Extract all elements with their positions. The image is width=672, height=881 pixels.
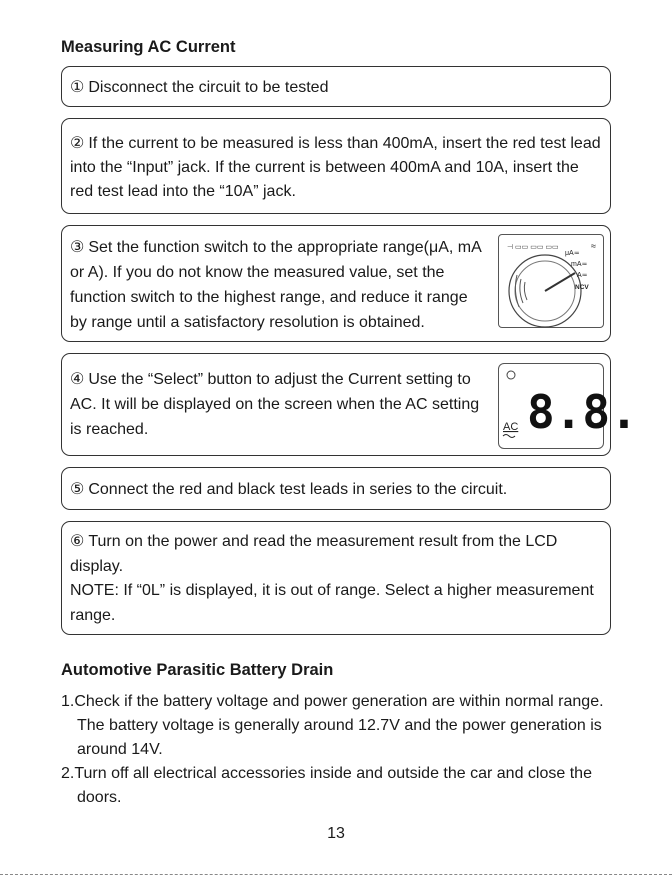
step-number: ⑤ xyxy=(70,481,85,498)
step-text-5 xyxy=(70,478,602,502)
step-number: ⑥ xyxy=(70,533,85,550)
step-number: ① xyxy=(70,79,85,96)
dial-label: NCV xyxy=(575,284,589,291)
step-body: Set the function switch to the appropriate range(μA, mA or A). If you do not know the measured value, set the function switch to the highest range, and reduce it range by range until a satisfactory resolution is obtained. xyxy=(70,239,481,331)
lcd-display-figure xyxy=(498,363,638,449)
step-note: NOTE: If “0L” is displayed, it is out of range. Select a higher measurement range. xyxy=(70,582,594,624)
step-text-1 xyxy=(70,76,602,100)
step-box-1 xyxy=(61,66,611,107)
lcd-digits: 8.8. xyxy=(527,385,638,439)
svg-text:⊣ ▭▭ ▭▭ ▭▭: ⊣ ▭▭ ▭▭ ▭▭ xyxy=(507,244,559,251)
dial-label: ≈ xyxy=(591,241,596,251)
step-body: If the current to be measured is less than 400mA, insert the red test lead into the “Input” jack. If the current is between 400mA and 10A, insert the red test lead into the “10A” jack. xyxy=(70,135,601,200)
dial-label: A≂ xyxy=(577,272,588,279)
section-title-battery-drain: Automotive Parasitic Battery Drain xyxy=(61,661,334,679)
step-text-3 xyxy=(70,235,485,335)
step-text-6 xyxy=(70,530,602,579)
step-box-5 xyxy=(61,467,611,510)
step-number: ④ xyxy=(70,371,85,388)
function-dial-figure xyxy=(498,234,604,328)
dial-label: μA≂ xyxy=(565,250,580,257)
step-text-2 xyxy=(70,132,602,204)
page-number: 13 xyxy=(327,825,345,842)
step-box-2 xyxy=(61,118,611,214)
list-item: 2.Turn off all electrical accessories inside and outside the car and close the doors. xyxy=(61,765,592,806)
step-body: Use the “Select” button to adjust the Current setting to AC. It will be displayed on the screen when the AC setting is reached. xyxy=(70,371,480,438)
battery-drain-list xyxy=(61,690,613,810)
step-body: Connect the red and black test leads in series to the circuit. xyxy=(88,481,508,498)
step-body: Turn on the power and read the measurement result from the LCD display. xyxy=(70,533,558,575)
step-body: Disconnect the circuit to be tested xyxy=(88,79,329,96)
page-bottom-rule xyxy=(0,874,672,875)
step-box-6 xyxy=(61,521,611,635)
step-box-4 xyxy=(61,353,638,456)
step-box-3 xyxy=(61,225,611,342)
lcd-screen-icon xyxy=(499,364,638,448)
step-number: ② xyxy=(70,135,85,152)
list-item: 1.Check if the battery voltage and power generation are within normal range. The battery voltage is generally around 12.7V and the power generation is around 14V. xyxy=(61,693,604,758)
step-text-4 xyxy=(70,367,485,442)
step-number: ③ xyxy=(70,239,85,256)
dial-label: mA≂ xyxy=(571,261,588,268)
rotary-dial-icon xyxy=(499,235,603,327)
lcd-mode-label: AC xyxy=(503,421,519,433)
section-title-ac-current: Measuring AC Current xyxy=(61,38,236,56)
